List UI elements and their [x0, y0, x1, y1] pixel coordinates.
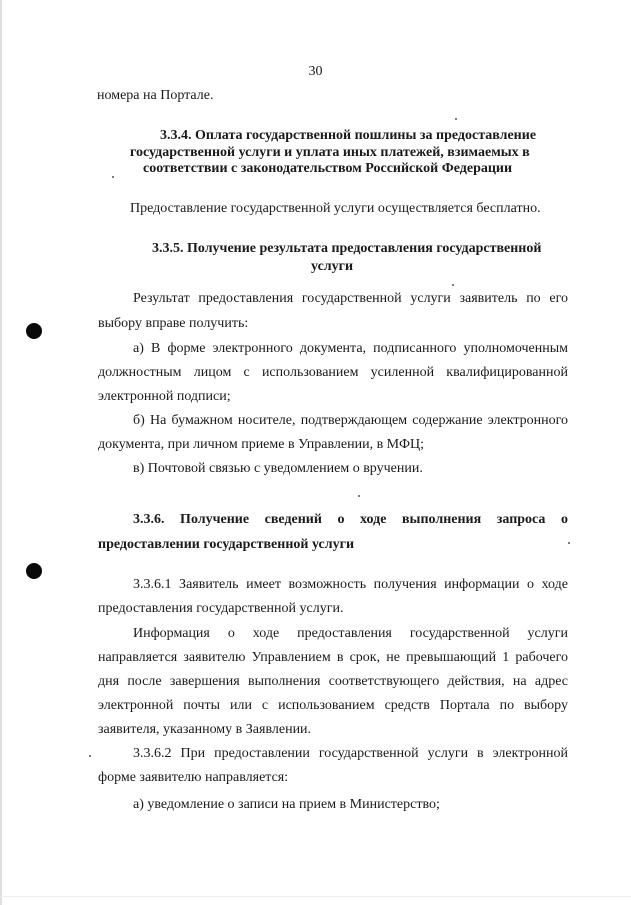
page-number: 30: [308, 64, 323, 79]
scan-bottom-edge: [0, 896, 631, 897]
paragraph-line: Предоставление государственной услуги осуществляется бесплатно.: [130, 201, 541, 216]
heading-line: государственной услуги и уплата иных платежей, взимаемых в: [130, 145, 530, 160]
scan-speck: [568, 542, 570, 544]
paragraph-line: электронной почты или с использованием средств Портала по выбору: [98, 698, 568, 713]
paragraph-line: выбору вправе получить:: [98, 316, 249, 331]
scan-speck: [452, 284, 454, 286]
paragraph-line: предоставления государственной услуги.: [98, 601, 344, 616]
paragraph-line: Информация о ходе предоставления государственной услуги: [133, 626, 568, 641]
scan-left-edge: [0, 0, 2, 905]
punch-hole-icon: [26, 563, 42, 579]
text-line: номера на Портале.: [97, 88, 214, 103]
scan-speck: [455, 118, 457, 120]
paragraph-line: форме заявителю направляется:: [98, 770, 289, 785]
paragraph-line: Результат предоставления государственной услуги заявитель по его: [133, 291, 568, 306]
list-item-line: должностным лицом с использованием усиленной квалифицированной: [98, 365, 568, 380]
list-item-line: в) Почтовой связью с уведомлением о вручении.: [133, 461, 423, 476]
paragraph-line: дня после завершения выполнения соответствующего действия, на адрес: [98, 674, 568, 689]
heading-line: 3.3.4. Оплата государственной пошлины за предоставление: [160, 128, 537, 143]
list-item-line: а) уведомление о записи на прием в Министерство;: [133, 797, 440, 812]
paragraph-line: 3.3.6.2 При предоставлении государственной услуги в электронной: [133, 746, 568, 761]
paragraph-line: заявителя, указанному в Заявлении.: [98, 722, 312, 737]
heading-line: соответствии с законодательством Российской Федерации: [143, 161, 513, 176]
heading-line: 3.3.6. Получение сведений о ходе выполнения запроса о: [133, 512, 568, 527]
scan-speck: [112, 176, 114, 178]
heading-line: предоставлении государственной услуги: [98, 537, 355, 552]
heading-line: 3.3.5. Получение результата предоставления государственной: [152, 241, 542, 256]
paragraph-line: 3.3.6.1 Заявитель имеет возможность получения информации о ходе: [133, 577, 568, 592]
list-item-line: электронной подписи;: [98, 389, 231, 404]
punch-hole-icon: [26, 323, 42, 339]
paragraph-line: направляется заявителю Управлением в срок, не превышающий 1 рабочего: [98, 650, 568, 665]
list-item-line: а) В форме электронного документа, подписанного уполномоченным: [133, 341, 568, 356]
heading-line: услуги: [311, 259, 354, 274]
list-item-line: документа, при личном приеме в Управлении, в МФЦ;: [98, 437, 425, 452]
scan-speck: [358, 495, 360, 497]
list-item-line: б) На бумажном носителе, подтверждающем содержание электронного: [133, 413, 568, 428]
scan-speck: [89, 755, 91, 757]
